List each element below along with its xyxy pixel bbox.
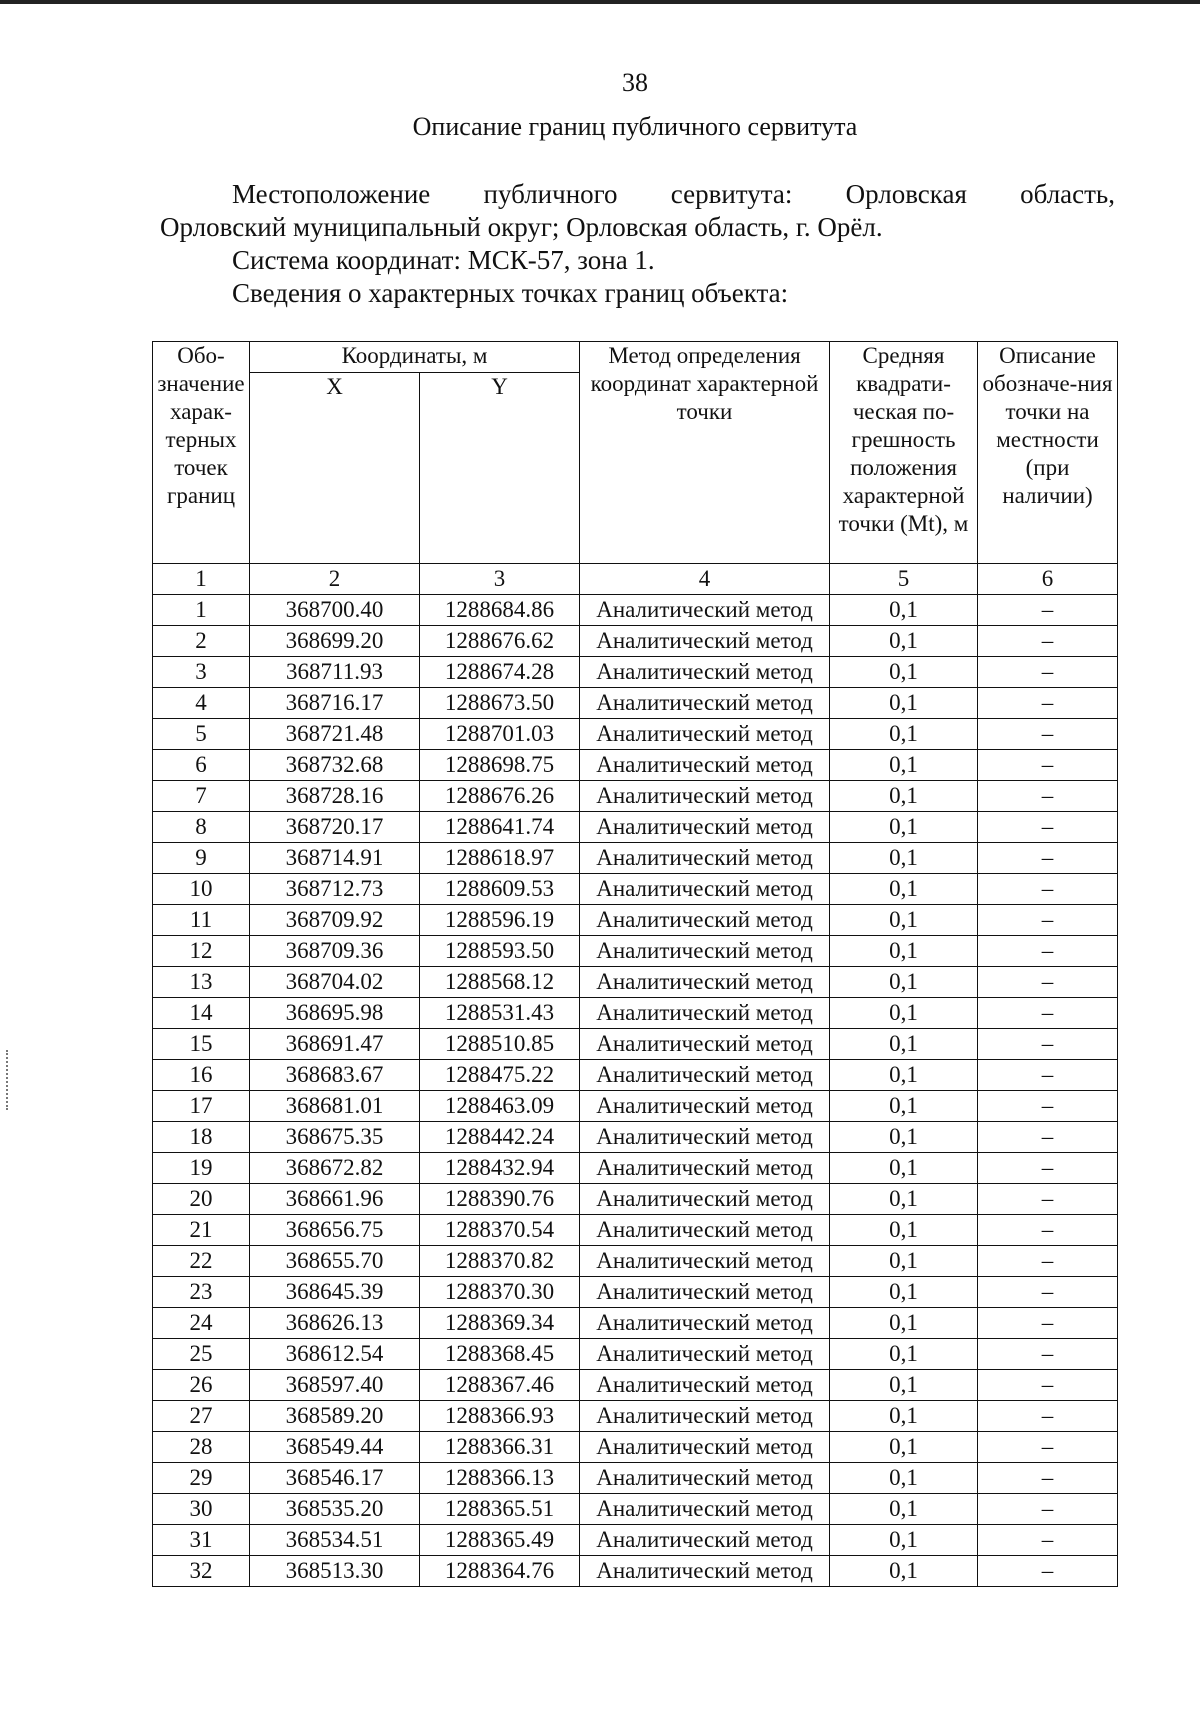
error-cell: 0,1 [830,1339,978,1370]
point-number: 31 [153,1525,250,1556]
header-coordinates: Координаты, м [250,342,580,373]
header-error: Средняя квадрати-ческая по-грешность положения характерной точки (Mt), м [830,342,978,564]
error-cell: 0,1 [830,1184,978,1215]
description-cell: – [978,1091,1118,1122]
method-cell: Аналитический метод [580,781,830,812]
coord-y: 1288641.74 [420,812,580,843]
description-cell: – [978,1525,1118,1556]
point-number: 4 [153,688,250,719]
table-row [153,1246,1118,1277]
table-row [153,1091,1118,1122]
coord-y: 1288390.76 [420,1184,580,1215]
method-cell: Аналитический метод [580,1029,830,1060]
coord-y: 1288609.53 [420,874,580,905]
coord-x: 368732.68 [250,750,420,781]
location-line-2: Орловский муниципальный округ; Орловская область, г. Орёл. [160,212,883,242]
table-row [153,1370,1118,1401]
boundary-points-table [152,341,1118,1587]
point-number: 17 [153,1091,250,1122]
method-cell: Аналитический метод [580,1401,830,1432]
point-number: 32 [153,1556,250,1587]
point-number: 27 [153,1401,250,1432]
table-row [153,1556,1118,1587]
description-cell: – [978,781,1118,812]
method-cell: Аналитический метод [580,812,830,843]
error-cell: 0,1 [830,595,978,626]
method-cell: Аналитический метод [580,657,830,688]
coord-y: 1288676.62 [420,626,580,657]
coord-y: 1288364.76 [420,1556,580,1587]
coordinate-system: Система координат: МСК-57, зона 1. [232,245,655,275]
point-number: 11 [153,905,250,936]
error-cell: 0,1 [830,1494,978,1525]
point-number: 2 [153,626,250,657]
table-body [153,564,1118,1587]
method-cell: Аналитический метод [580,1339,830,1370]
error-cell: 0,1 [830,843,978,874]
coord-y: 1288369.34 [420,1308,580,1339]
error-cell: 0,1 [830,1060,978,1091]
error-cell: 0,1 [830,781,978,812]
description-cell: – [978,1370,1118,1401]
description-cell: – [978,1153,1118,1184]
table-row [153,936,1118,967]
point-number: 8 [153,812,250,843]
table-row [153,1339,1118,1370]
coord-x: 368709.92 [250,905,420,936]
point-number: 18 [153,1122,250,1153]
error-cell: 0,1 [830,812,978,843]
method-cell: Аналитический метод [580,936,830,967]
coord-x: 368712.73 [250,874,420,905]
description-cell: – [978,1246,1118,1277]
coord-x: 368699.20 [250,626,420,657]
coord-x: 368728.16 [250,781,420,812]
document-title: Описание границ публичного сервитута [412,112,858,141]
table-row [153,595,1118,626]
error-cell: 0,1 [830,1029,978,1060]
coord-x: 368681.01 [250,1091,420,1122]
coord-x: 368700.40 [250,595,420,626]
method-cell: Аналитический метод [580,750,830,781]
table-row [153,719,1118,750]
method-cell: Аналитический метод [580,1556,830,1587]
coord-y: 1288698.75 [420,750,580,781]
method-cell: Аналитический метод [580,1370,830,1401]
point-number: 19 [153,1153,250,1184]
point-number: 21 [153,1215,250,1246]
point-number: 13 [153,967,250,998]
coord-x: 368721.48 [250,719,420,750]
description-cell: – [978,1494,1118,1525]
points-heading: Сведения о характерных точках границ объекта: [232,278,789,308]
coord-y: 1288366.13 [420,1463,580,1494]
coord-x: 368549.44 [250,1432,420,1463]
point-number: 15 [153,1029,250,1060]
coord-y: 1288673.50 [420,688,580,719]
header-designation: Обо-значение харак-терных точек границ [153,342,250,564]
error-cell: 0,1 [830,1091,978,1122]
table-row [153,1184,1118,1215]
coord-x: 368711.93 [250,657,420,688]
description-cell: – [978,843,1118,874]
method-cell: Аналитический метод [580,1463,830,1494]
error-cell: 0,1 [830,1525,978,1556]
column-number: 4 [580,564,830,595]
method-cell: Аналитический метод [580,1308,830,1339]
error-cell: 0,1 [830,750,978,781]
table-row [153,1215,1118,1246]
coord-y: 1288568.12 [420,967,580,998]
coord-x: 368709.36 [250,936,420,967]
coord-x: 368716.17 [250,688,420,719]
coord-y: 1288463.09 [420,1091,580,1122]
column-numbers-row [153,564,1118,595]
coord-x: 368589.20 [250,1401,420,1432]
method-cell: Аналитический метод [580,719,830,750]
error-cell: 0,1 [830,626,978,657]
point-number: 20 [153,1184,250,1215]
coord-x: 368612.54 [250,1339,420,1370]
coord-x: 368683.67 [250,1060,420,1091]
table-row [153,1525,1118,1556]
table-row [153,1463,1118,1494]
description-cell: – [978,1029,1118,1060]
point-number: 28 [153,1432,250,1463]
description-cell: – [978,967,1118,998]
coord-y: 1288365.51 [420,1494,580,1525]
method-cell: Аналитический метод [580,1184,830,1215]
coord-y: 1288368.45 [420,1339,580,1370]
method-cell: Аналитический метод [580,688,830,719]
page-number: 38 [622,68,648,97]
method-cell: Аналитический метод [580,1246,830,1277]
coord-x: 368513.30 [250,1556,420,1587]
method-cell: Аналитический метод [580,1494,830,1525]
point-number: 6 [153,750,250,781]
method-cell: Аналитический метод [580,874,830,905]
description-cell: – [978,998,1118,1029]
coord-y: 1288366.31 [420,1432,580,1463]
coord-x: 368691.47 [250,1029,420,1060]
point-number: 26 [153,1370,250,1401]
error-cell: 0,1 [830,1277,978,1308]
error-cell: 0,1 [830,905,978,936]
error-cell: 0,1 [830,936,978,967]
method-cell: Аналитический метод [580,1525,830,1556]
coord-x: 368655.70 [250,1246,420,1277]
description-cell: – [978,1277,1118,1308]
table-row [153,657,1118,688]
header-y: Y [420,373,580,564]
coord-y: 1288510.85 [420,1029,580,1060]
coord-x: 368675.35 [250,1122,420,1153]
coord-x: 368534.51 [250,1525,420,1556]
coord-y: 1288432.94 [420,1153,580,1184]
coord-x: 368672.82 [250,1153,420,1184]
table-row [153,1029,1118,1060]
error-cell: 0,1 [830,1401,978,1432]
error-cell: 0,1 [830,1122,978,1153]
point-number: 7 [153,781,250,812]
description-cell: – [978,750,1118,781]
table-row [153,812,1118,843]
point-number: 14 [153,998,250,1029]
table-row [153,998,1118,1029]
column-number: 2 [250,564,420,595]
coord-y: 1288475.22 [420,1060,580,1091]
scan-top-border [0,0,1200,4]
coord-x: 368626.13 [250,1308,420,1339]
method-cell: Аналитический метод [580,1060,830,1091]
coord-y: 1288367.46 [420,1370,580,1401]
coord-y: 1288676.26 [420,781,580,812]
point-number: 3 [153,657,250,688]
method-cell: Аналитический метод [580,905,830,936]
error-cell: 0,1 [830,1246,978,1277]
column-number: 1 [153,564,250,595]
column-number: 6 [978,564,1118,595]
coord-y: 1288674.28 [420,657,580,688]
method-cell: Аналитический метод [580,843,830,874]
point-number: 30 [153,1494,250,1525]
table-row [153,781,1118,812]
description-cell: – [978,812,1118,843]
error-cell: 0,1 [830,1308,978,1339]
coord-y: 1288370.82 [420,1246,580,1277]
error-cell: 0,1 [830,1370,978,1401]
table-row [153,905,1118,936]
point-number: 22 [153,1246,250,1277]
table-row [153,626,1118,657]
coord-y: 1288366.93 [420,1401,580,1432]
table-row [153,1060,1118,1091]
coord-y: 1288370.54 [420,1215,580,1246]
point-number: 16 [153,1060,250,1091]
table-row [153,1401,1118,1432]
error-cell: 0,1 [830,1556,978,1587]
coord-y: 1288365.49 [420,1525,580,1556]
point-number: 29 [153,1463,250,1494]
table-row [153,750,1118,781]
description-cell: – [978,688,1118,719]
method-cell: Аналитический метод [580,1122,830,1153]
description-cell: – [978,1432,1118,1463]
point-number: 23 [153,1277,250,1308]
point-number: 12 [153,936,250,967]
description-cell: – [978,1463,1118,1494]
coord-y: 1288442.24 [420,1122,580,1153]
error-cell: 0,1 [830,967,978,998]
coord-x: 368695.98 [250,998,420,1029]
column-number: 3 [420,564,580,595]
coord-x: 368720.17 [250,812,420,843]
point-number: 10 [153,874,250,905]
point-number: 25 [153,1339,250,1370]
table-row [153,1432,1118,1463]
description-cell: – [978,657,1118,688]
coord-x: 368645.39 [250,1277,420,1308]
header-description: Описание обозначе-ния точки на местности (при наличии) [978,342,1118,564]
coord-x: 368714.91 [250,843,420,874]
error-cell: 0,1 [830,998,978,1029]
scan-margin-marks [6,1050,11,1110]
method-cell: Аналитический метод [580,967,830,998]
table-row [153,874,1118,905]
error-cell: 0,1 [830,874,978,905]
description-cell: – [978,905,1118,936]
coord-x: 368656.75 [250,1215,420,1246]
description-cell: – [978,1122,1118,1153]
table-row [153,1277,1118,1308]
table-row [153,967,1118,998]
coord-y: 1288593.50 [420,936,580,967]
description-cell: – [978,719,1118,750]
coord-y: 1288370.30 [420,1277,580,1308]
coord-y: 1288618.97 [420,843,580,874]
intro-block [160,178,1115,310]
description-cell: – [978,1184,1118,1215]
method-cell: Аналитический метод [580,626,830,657]
description-cell: – [978,1401,1118,1432]
table-row [153,1494,1118,1525]
coord-y: 1288596.19 [420,905,580,936]
coord-y: 1288684.86 [420,595,580,626]
table-row [153,843,1118,874]
error-cell: 0,1 [830,657,978,688]
description-cell: – [978,1339,1118,1370]
table-row [153,1308,1118,1339]
method-cell: Аналитический метод [580,595,830,626]
coord-x: 368704.02 [250,967,420,998]
table-row [153,1153,1118,1184]
column-number: 5 [830,564,978,595]
coord-x: 368535.20 [250,1494,420,1525]
description-cell: – [978,1556,1118,1587]
description-cell: – [978,1215,1118,1246]
coord-y: 1288701.03 [420,719,580,750]
coord-x: 368661.96 [250,1184,420,1215]
coord-x: 368546.17 [250,1463,420,1494]
error-cell: 0,1 [830,688,978,719]
method-cell: Аналитический метод [580,1153,830,1184]
location-line-1: Местоположение публичного сервитута: Орловская область, [232,179,1115,209]
table-row [153,688,1118,719]
error-cell: 0,1 [830,1432,978,1463]
method-cell: Аналитический метод [580,1432,830,1463]
error-cell: 0,1 [830,1463,978,1494]
method-cell: Аналитический метод [580,998,830,1029]
method-cell: Аналитический метод [580,1215,830,1246]
description-cell: – [978,1308,1118,1339]
description-cell: – [978,874,1118,905]
error-cell: 0,1 [830,1153,978,1184]
table-row [153,1122,1118,1153]
point-number: 5 [153,719,250,750]
point-number: 1 [153,595,250,626]
coord-x: 368597.40 [250,1370,420,1401]
point-number: 9 [153,843,250,874]
description-cell: – [978,626,1118,657]
error-cell: 0,1 [830,1215,978,1246]
error-cell: 0,1 [830,719,978,750]
point-number: 24 [153,1308,250,1339]
method-cell: Аналитический метод [580,1091,830,1122]
description-cell: – [978,1060,1118,1091]
header-method: Метод определения координат характерной точки [580,342,830,564]
description-cell: – [978,595,1118,626]
coord-y: 1288531.43 [420,998,580,1029]
method-cell: Аналитический метод [580,1277,830,1308]
description-cell: – [978,936,1118,967]
header-x: X [250,373,420,564]
